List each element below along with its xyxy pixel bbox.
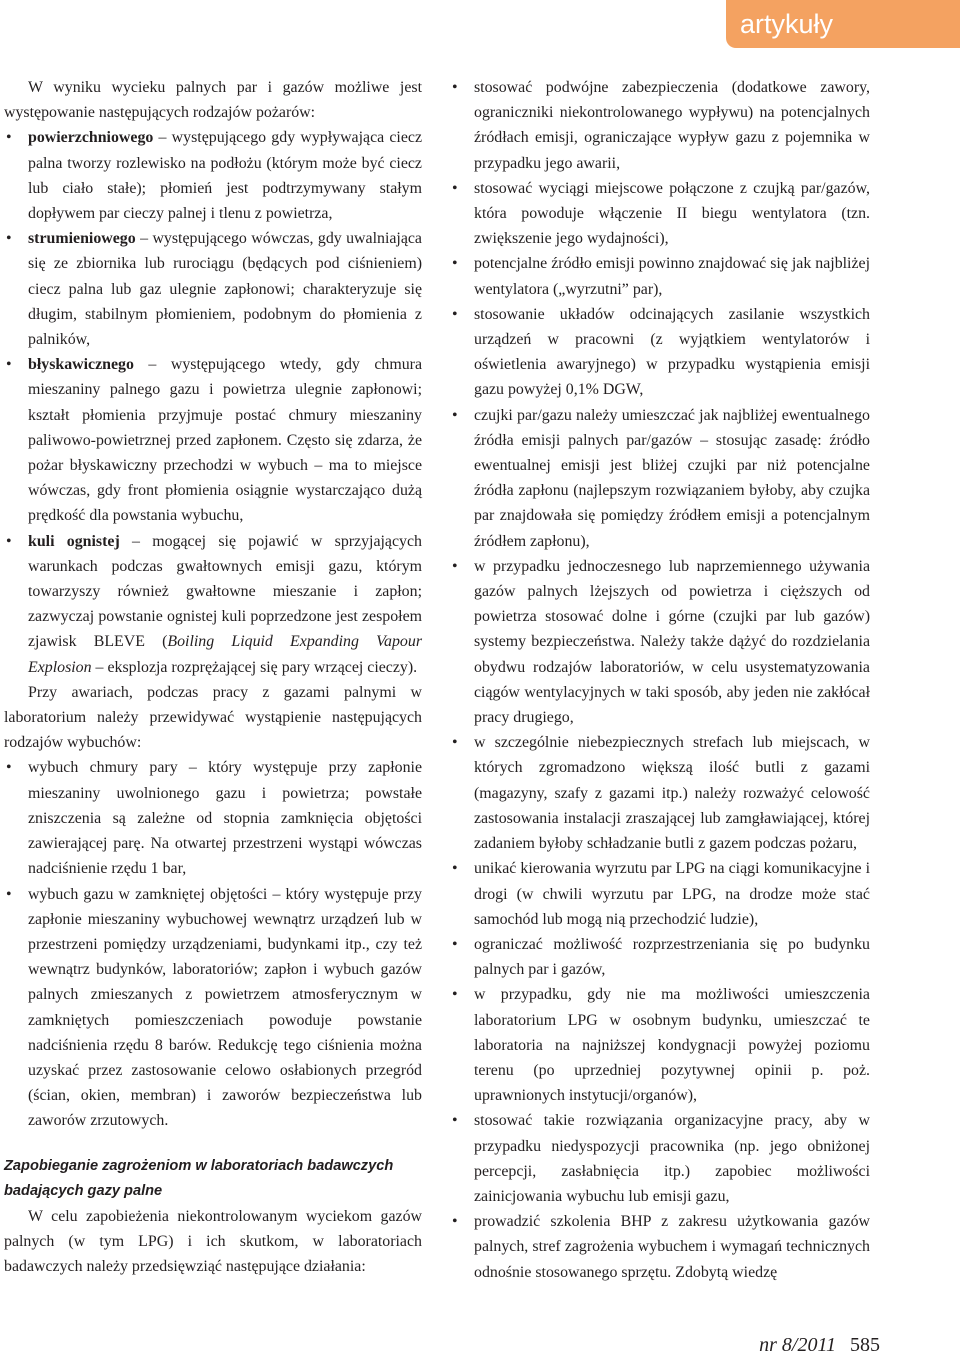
page-footer [710,1334,880,1356]
term: powierzchniowego [28,129,154,147]
list-item: • stosować takie rozwiązania organizacyjne pracy, aby w przypadku niedyspozycji pracownika (np. jego obniżonej percepcji, zasłabnięcia itp.) zapobiec możliwości zainicjowania wybuchu lub emisji gazu, [450,1108,870,1209]
left-column [4,75,422,1280]
explosion-types-list [4,755,422,1133]
list-item [4,529,422,680]
list-item: • potencjalne źródło emisji powinno znajdować się jak najbliżej wentylatora („wyrzutni” par), [450,251,870,301]
list-item-text: – występującego wtedy, gdy chmura mieszaniny palnego gazu i powietrza ulegnie zapłonowi; kształt płomienia przyjmuje postać chmury mieszaniny paliwowo-powietrznej przed zapłonem. Często się zdarza, że pożar błyskawiczny przechodzi w wybuch – ma to miejsce wówczas, gdy front płomienia osiągnie wystarczająco dużą prędkość dla powstania wybuchu, [28,356,422,525]
list-item: • prowadzić szkolenia BHP z zakresu użytkowania gazów palnych, stref zagrożenia wybuchem i wymagań technicznych odnośnie stosowanego sprzętu. Zdobytą wiedzę [450,1209,870,1285]
fire-types-list [4,125,422,679]
prevention-intro: W celu zapobieżenia niekontrolowanym wyciekom gazów palnych (w tym LPG) i ich skutkom, w laboratoriach badawczych należy przedsięwziąć następujące działania: [4,1207,422,1276]
list-item: • w przypadku, gdy nie ma możliwości umieszczenia laboratorium LPG w osobnym budynku, umieszczać te laboratoria na najniższej kondygnacji powyżej poziomu terenu (po uprzedniej pozytywnej opinii p. poż. uprawnionych instytucji/organów), [450,982,870,1108]
section-subheading: Zapobieganie zagrożeniom w laboratoriach badawczych badających gazy palne [4,1157,394,1199]
term: strumieniowego [28,230,136,248]
list-item-text: – występującego gdy wypływająca ciecz palna tworzy rozlewisko na podłożu (którym może być ciecz lub ciało stałe); płomień jest podtrzymywany stałym dopływem par cieczy palnej i tlenu z powietrza, [28,129,422,223]
list-item: • unikać kierowania wyrzutu par LPG na ciągi komunikacyjne i drogi (w chwili wyrzutu par LPG, na drodze może stać samochód lub mogą nią przechodzić ludzie), [450,856,870,932]
term: kuli ognistej [28,532,120,550]
list-item [4,226,422,352]
list-item-text: – mogącej się pojawić w sprzyjających warunkach podczas gwałtownych emisji gazu, którym towarzyszy również gwałtowne mieszanie i zapłon; zazwyczaj powstanie ognistej kuli poprzedzone jest zespołem zjawisk BLEVE ( [28,532,422,651]
italic-term: Boiling Liquid Expanding Vapour Explosion [28,633,422,676]
list-item: • stosować wyciągi miejscowe połączone z czujką par/gazów, która powoduje włączenie II biegu wentylatora (tzn. zwiększenie jego wydajności), [450,176,870,252]
list-item: • wybuch gazu w zamkniętej objętości – który występuje przy zapłonie mieszaniny wybuchowej wewnątrz urządzeń lub w przestrzeni pomiędzy urządzeniami, budynkami itp., czy też wewnątrz budynków, laboratoriów; zapłon i wybuch gazów palnych zmieszanych z powietrzem atmosferycznym w zamkniętych pomieszczeniach powoduje powstanie nadciśnienia rzędu 8 barów. Redukcję tego ciśnienia można uzyskać przez zastosowanie celowo osłabionych przegród (ścian, okien, membran) i zaworów bezpieczeństwa lub zaworów zrzutowych. [4,882,422,1134]
list-item-text: – występującego wówczas, gdy uwalniająca się ze zbiornika lub rurociągu (będących pod ciśnieniem) ciecz palna lub gaz ulegnie zapłonowi; charakteryzuje się długim, stabilnym płomieniem, podobnym do płomienia z palników, [28,230,422,349]
list-item: • w przypadku jednoczesnego lub naprzemiennego używania gazów palnych lżejszych od powietrza i cięższych od powietrza stosować dolne i górne (czujki par lub gazów) systemy bezpieczeństwa. Należy także dążyć do rozdzielania obydwu rodzajów laboratoriów, w celu usystematyzowania ciągów wentylacyjnych w taki sposób, aby jeden nie zakłócał pracy drugiego, [450,554,870,730]
measures-list [450,75,870,1285]
list-item [4,352,422,528]
list-item: • ograniczać możliwość rozprzestrzeniania się po budynku palnych par i gazów, [450,932,870,982]
list-item: • stosowanie układów odcinających zasilanie wszystkich urządzeń w pracowni (z wyjątkiem wentylatorów i oświetlenia awaryjnego) w przypadku wystąpienia emisji gazu powyżej 0,1% DGW, [450,302,870,403]
list-item: • wybuch chmury pary – który występuje przy zapłonie mieszaniny uwolnionego gazu i powietrza; powstałe zniszczenia są zależne od stopnia zamknięcia objętości zawierającej parę. Na otwartej przestrzeni wystąpi wówczas nadciśnienie rzędu 1 bar, [4,755,422,881]
issue-number: nr 8/2011 [759,1334,836,1356]
list-item [4,125,422,226]
right-column [450,75,870,1285]
term: błyskawicznego [28,356,134,374]
list-item: • w szczególnie niebezpiecznych strefach lub miejscach, w których zgromadzono większą ilość butli z gazami (magazyny, szafy z gazami itp.) należy rozważyć celowość zastosowania instalacji zraszającej lub zamgławiającej, której zadaniem byłoby schładzanie butli z gazem podczas pożaru, [450,730,870,856]
page-number: 585 [850,1334,880,1356]
intro-paragraph: W wyniku wycieku palnych par i gazów możliwe jest występowanie następujących rodzajów pożarów: [4,79,422,122]
list-item: • stosować podwójne zabezpieczenia (dodatkowe zawory, ograniczniki niekontrolowanego wypływu) na potencjalnych źródłach emisji, ograniczające wypływ gazu z pojemnika w przypadku jego awarii, [450,75,870,176]
section-tab: artykuły [726,0,960,48]
list-item-tail: – eksplozja rozprężającej się pary wrzącej cieczy). [91,658,418,676]
explosions-intro: Przy awariach, podczas pracy z gazami palnymi w laboratorium należy przewidywać wystąpienie następujących rodzajów wybuchów: [4,683,422,752]
list-item: • czujki par/gazu należy umieszczać jak najbliżej ewentualnego źródła emisji palnych par/gazów – stosując zasadę: źródło ewentualnej emisji jest bliżej czujki par niż potencjalne źródła zapłonu (najlepszym rozwiązaniem byłoby, aby czujka par znajdowała się pomiędzy źródłem emisji a potencjalnym źródłem zapłonu), [450,403,870,554]
